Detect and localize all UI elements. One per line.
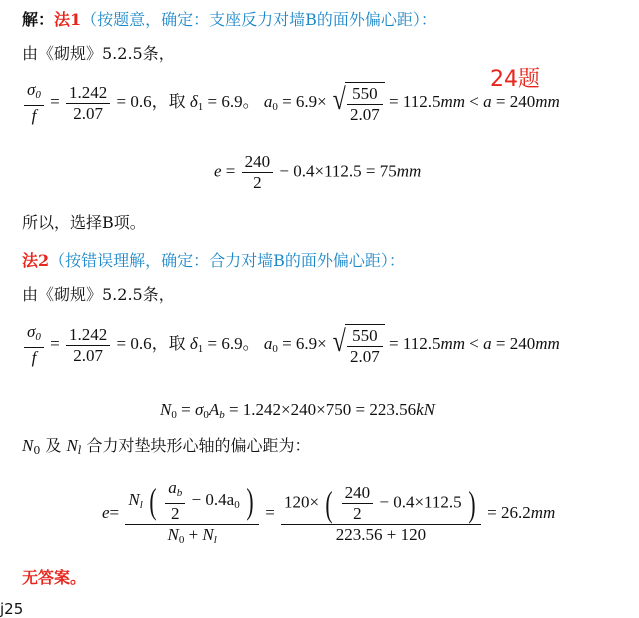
eccentricity-symbolic-fraction: $N_l$ ( $\frac{a_b}{2}$ − $0.4a_0$ ) $N_0 + N_l$	[125, 478, 259, 550]
axial-force-equation: $N_0 = \sigma_0A_b = 1.242\times 240\times 750 = 223.56kN$	[160, 400, 435, 421]
no-answer-note: 无答案。	[22, 568, 87, 587]
conclusion-1: 所以，选择B项。	[22, 213, 146, 232]
method1-label: 法1	[54, 10, 82, 29]
method2-heading	[22, 251, 405, 271]
ratio-equation-2: $\frac{\sigma_0}{f}$ = $\frac{1.242}{2.07}$ = 0.6，取 $\delta_1 = 6.9$。 $a_0 = 6.9\times$ √ $\frac{550}{2.07}$ = 112.5mm < a = 240mm	[22, 322, 560, 368]
method2-description: （按错误理解，确定：合力对墙B的面外偏心距）：	[49, 251, 405, 270]
eccentricity-numeric-fraction: 120× ( $\frac{240}{2}$ − 0.4×112.5 ) 223.56 + 120	[281, 483, 481, 545]
ratio-value-fraction: $\frac{1.242}{2.07}$	[66, 83, 110, 124]
method2-label: 法2	[22, 251, 50, 270]
solution-label: 解：	[22, 10, 55, 29]
eccentricity-equation-2: e= $N_l$ ( $\frac{a_b}{2}$ − $0.4a_0$ ) $N_0 + N_l$ = 120× ( $\frac{240}{2}$ − 0.4×112.5 ) 223.56 + 120 = 26.2mm	[102, 478, 555, 550]
eccentricity-equation-1: e = $\frac{240}{2}$ − 0.4×112.5 = 75mm	[214, 152, 422, 192]
method1-heading	[22, 10, 437, 30]
resultant-eccentricity-intro: $N_0$ 及 $N_l$ 合力对垫块形心轴的偏心距为：	[22, 436, 311, 457]
sigma-over-f-fraction: $\frac{\sigma_0}{f}$	[24, 80, 44, 126]
sqrt-expression: √ $\frac{550}{2.07}$	[331, 82, 385, 125]
clause-reference-1: 由《砌规》5.2.5条，	[22, 44, 175, 63]
method1-description: （按题意，确定：支座反力对墙B的面外偏心距）：	[81, 10, 437, 29]
question-number-tag: 24题	[490, 67, 540, 92]
ratio-equation-1: $\frac{\sigma_0}{f}$ = $\frac{1.242}{2.07}$ = 0.6，取 $\delta_1 = 6.9$。 $a_0 = 6.9\times$ √ $\frac{550}{2.07}$ = 112.5mm < a = 240mm	[22, 80, 560, 126]
clause-reference-2: 由《砌规》5.2.5条，	[22, 285, 175, 304]
cropped-footer-text: j25	[0, 600, 24, 618]
